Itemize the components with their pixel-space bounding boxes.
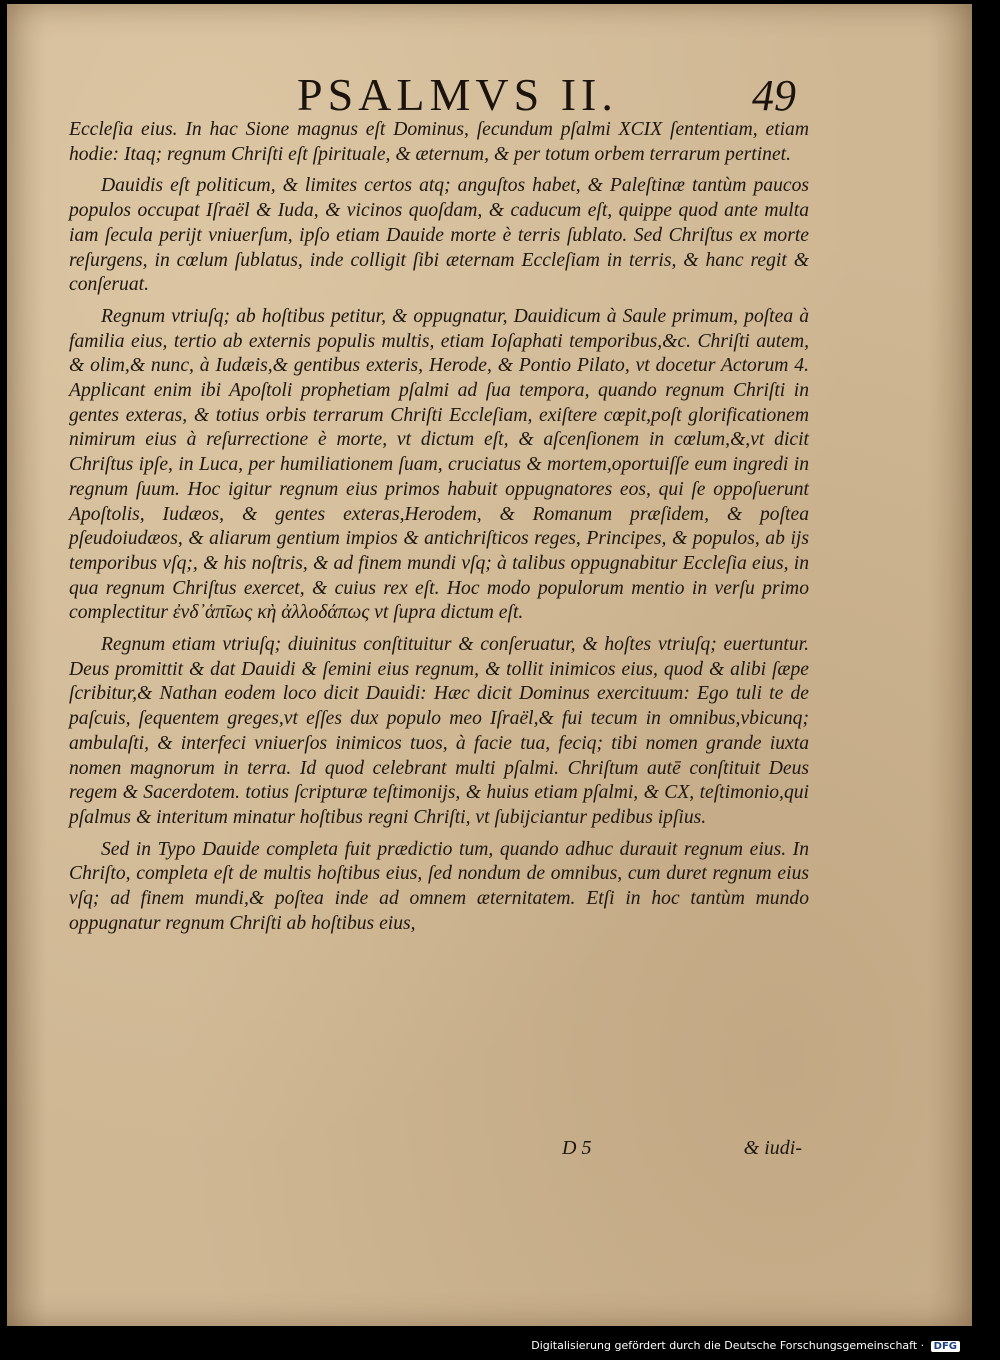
page-number: 49 <box>752 71 796 120</box>
running-header: PSALMVS II. <box>297 69 618 120</box>
catchword: & iudi- <box>743 1137 802 1159</box>
body-text <box>69 118 809 944</box>
paragraph-5: Sed in Typo Dauide completa fuit prædictio tum, quando adhuc durauit regnum eius. In Chriſto, completa eſt de multis hoſtibus eius, ſed nondum de omnibus, cum duret regnum eius vſq; ad finem mundi,& poſtea inde ad omnem æternitatem. Etſi in hoc tantùm mundo oppugnatur regnum Chriſti ab hoſtibus eius, <box>69 838 809 934</box>
paragraph-2: Dauidis eſt politicum, & limites certos atq; anguſtos habet, & Paleſtinæ tantùm paucos populos occupat Iſraël & Iuda, & vicinos quoſdam, & caducum eſt, quippe quod ante multa iam ſecula perijt vniuerſum, ipſo etiam Dauide morte è terris ſublato. Sed Chriſtus ex morte reſurgens, in cœlum ſublatus, inde colligit ſibi æternam Eccleſiam in terris, & hanc regit & conſeruat. <box>69 175 809 296</box>
signature-mark: D 5 <box>562 1137 592 1159</box>
paragraph-3: Regnum vtriuſq; ab hoſtibus petitur, & oppugnatur, Dauidicum à Saule primum, poſtea à familia eius, tertio ab externis populis multis, etiam Ioſaphati temporibus,&c. Chriſti autem, & olim,& nunc, à Iudæis,& gentibus exteris, Herode, & Pontio Pilato, vt docetur Actorum 4. Applicant enim ibi Apoſtoli prophetiam pſalmi ad ſua tempora, quando regnum Chriſti in gentes exteras, & totius orbis terrarum Chriſti Eccleſiam, exiſtere cœpit,poſt glorificationem nimirum eius à reſurrectione è morte, vt dictum eſt, & aſcenſionem in cœlum,&,vt dicit Chriſtus ipſe, in Luca, per humiliationem ſuam, cruciatus & mortem,oportuiſſe eum ingredi in regnum ſuum. Hoc igitur regnum eius primos habuit oppugnatores eos, qui ſe oppoſuerunt Apoſtolis, Iudæos, & gentes exteras,Herodem, & Romanum præſidem, & poſtea pſeudoiudæos, & aliarum gentium impios & antichriſticos reges, Principes, & populos, ab ijs temporibus vſq;, & his noſtris, & ad finem mundi vſq; à talibus oppugnabitur Eccleſia eius, in qua regnum Chriſtus exercet, & cuius rex eſt. Hoc modo populorum mentio in verſu primo complectitur ἐνδ᾽ἁπῖως κὴ ἀλλοδάπως vt ſupra dictum eſt. <box>69 305 809 624</box>
paragraph-4: Regnum etiam vtriuſq; diuinitus conſtituitur & conſeruatur, & hoſtes vtriuſq; euertuntur. Deus promittit & dat Dauidi & ſemini eius regnum, & tollit inimicos eius, quod & alibi ſæpe ſcribitur,& Nathan eodem loco dicit Dauidi: Hæc dicit Dominus exercituum: Ego tuli te de paſcuis, ſequentem greges,vt eſſes dux populo meo Iſraël,& fui tecum in omnibus,vbicunq; ambulaſti, & interfeci vniuerſos inimicos tuos, à facie tua, feciq; tibi nomen grande iuxta nomen magnorum in terra. Id quod celebrant multi pſalmi. Chriſtum autē conſtituit Deus regem & Sacerdotem. totius ſcripturæ teſtimonijs, & huius etiam pſalmi, & CX, teſtimonio,qui pſalmus & interitum minatur hoſtibus regni Chriſti, vt ſubijciantur pedibus ipſius. <box>69 634 809 828</box>
book-page <box>7 4 972 1326</box>
credit-text: Digitalisierung gefördert durch die Deutsche Forschungsgemeinschaft · <box>531 1339 925 1352</box>
dfg-logo: DFG <box>931 1341 960 1352</box>
digitization-credit <box>531 1339 960 1352</box>
paragraph-1: Eccleſia eius. In hac Sione magnus eſt Dominus, ſecundum pſalmi XCIX ſententiam, etiam hodie: Itaq; regnum Chriſti eſt ſpirituale, & æternum, & per totum orbem terrarum pertinet. <box>69 119 809 165</box>
